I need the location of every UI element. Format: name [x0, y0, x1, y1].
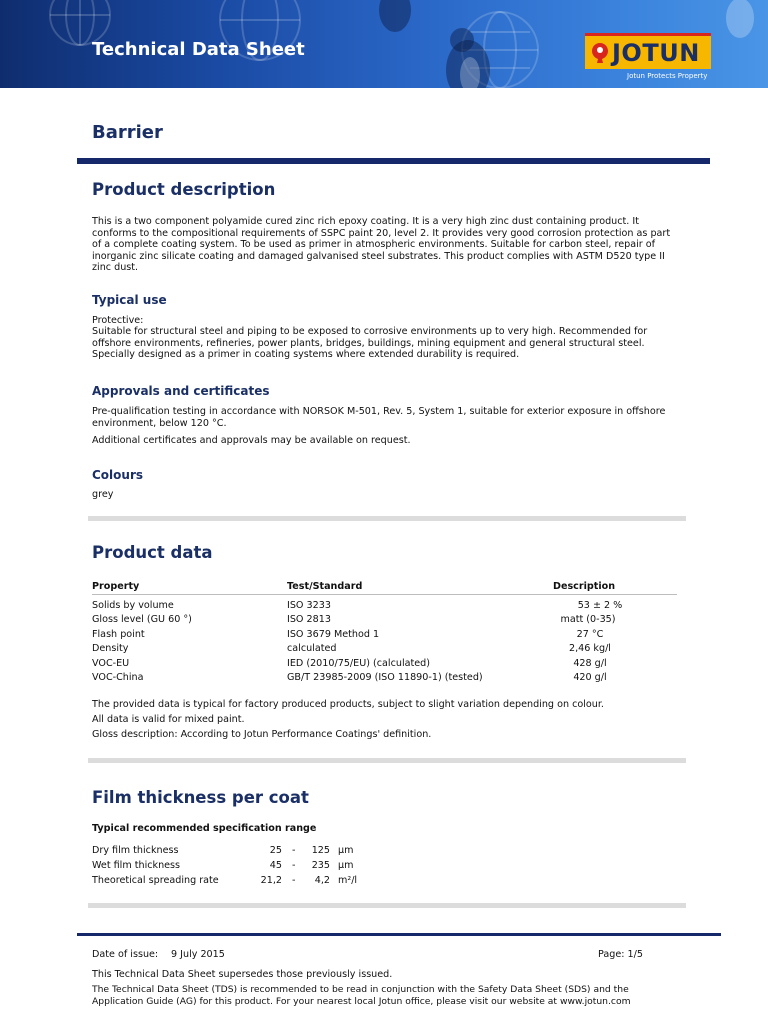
section-heading-product-description: Product description: [92, 180, 276, 199]
product-data-note: Gloss description: According to Jotun Performance Coatings' definition.: [92, 729, 432, 740]
logo-text: JOTUN: [612, 39, 700, 67]
table-cell-property: VOC-EU: [92, 658, 130, 669]
sandefjord-whale-icon: [589, 41, 611, 65]
subheading-approvals: Approvals and certificates: [92, 384, 270, 398]
footer-date-value: 9 July 2015: [171, 949, 225, 960]
table-cell-property: Flash point: [92, 629, 145, 640]
film-cell-unit: µm: [338, 860, 354, 871]
film-cell-max: 4,2: [314, 875, 330, 886]
film-thickness-subheading: Typical recommended specification range: [92, 823, 317, 834]
subheading-colours: Colours: [92, 468, 144, 482]
film-cell-min: 45: [269, 860, 282, 871]
film-cell-min: 21,2: [260, 875, 282, 886]
film-cell-max: 125: [311, 845, 330, 856]
logo-tagline: Jotun Protects Property: [627, 72, 708, 80]
footer-disclaimer-text: The Technical Data Sheet (TDS) is recommended to be read in conjunction with the Safety Data Sheet (SDS) and the Application Guide (AG) for this product. For your nearest local Jotun office, please visit our website at www.jotun.com: [92, 984, 631, 1007]
film-cell-dash: -: [292, 845, 296, 856]
product-description-text: This is a two component polyamide cured zinc rich epoxy coating. It is a very high zinc dust containing product. It conforms to the compositional requirements of SSPC paint 20, level 2. It provides very good corrosion protection as part of a complete coating system. To be used as primer in atmospheric environments. Suitable for carbon steel, repair of inorganic zinc silicate coating and damaged galvanised steel substrates. This product complies with ASTM D520 type II zinc dust.: [92, 216, 671, 273]
product-data-note: All data is valid for mixed paint.: [92, 714, 245, 725]
section-divider: [88, 903, 686, 908]
film-cell-dash: -: [292, 875, 296, 886]
film-cell-unit: m²/l: [338, 875, 358, 886]
table-cell-standard: ISO 2813: [287, 614, 331, 625]
table-header-rule: [92, 594, 677, 595]
table-cell-standard: GB/T 23985-2009 (ISO 11890-1) (tested): [287, 672, 483, 683]
table-cell-description: 420 g/l: [573, 672, 607, 683]
table-cell-description: matt (0-35): [560, 614, 616, 625]
colours-text: grey: [92, 489, 114, 500]
section-heading-product-data: Product data: [92, 543, 213, 562]
footer-divider: [77, 933, 721, 936]
table-cell-property: Density: [92, 643, 129, 654]
section-divider: [88, 516, 686, 521]
table-header-test-standard: Test/Standard: [287, 581, 363, 592]
film-cell-label: Dry film thickness: [92, 845, 179, 856]
film-cell-unit: µm: [338, 845, 354, 856]
footer-date-label: Date of issue:: [92, 949, 159, 960]
footer-supersedes-text: This Technical Data Sheet supersedes those previously issued.: [92, 969, 393, 980]
table-cell-standard: calculated: [287, 643, 337, 654]
section-divider: [88, 758, 686, 763]
table-cell-property: VOC-China: [92, 672, 144, 683]
film-cell-dash: -: [292, 860, 296, 871]
film-cell-label: Wet film thickness: [92, 860, 181, 871]
approvals-text: Pre-qualification testing in accordance with NORSOK M-501, Rev. 5, System 1, suitable for exterior exposure in offshore environment, below 120 °C.: [92, 406, 666, 429]
product-data-note: The provided data is typical for factory produced products, subject to slight variation depending on colour.: [92, 699, 604, 710]
logo-box: [585, 33, 711, 69]
table-header-description: Description: [553, 581, 616, 592]
table-cell-property: Solids by volume: [92, 600, 174, 611]
table-cell-standard: ISO 3679 Method 1: [287, 629, 380, 640]
approvals-additional-text: Additional certificates and approvals may be available on request.: [92, 435, 411, 446]
table-header-property: Property: [92, 581, 140, 592]
subheading-typical-use: Typical use: [92, 293, 167, 307]
table-cell-description: 53 ± 2 %: [577, 600, 623, 611]
footer-page-number: Page: 1/5: [598, 949, 643, 960]
table-cell-standard: ISO 3233: [287, 600, 331, 611]
film-cell-max: 235: [311, 860, 330, 871]
film-cell-min: 25: [269, 845, 282, 856]
table-cell-description: 2,46 kg/l: [569, 643, 611, 654]
typical-use-text: Suitable for structural steel and piping to be exposed to corrosive environments up to very high. Recommended for offshore environments, refineries, power plants, bridges, buildings, mining equipment and general structural steel. Specially designed as a primer in coating systems where extended durability is required.: [92, 326, 648, 360]
film-cell-label: Theoretical spreading rate: [92, 875, 219, 886]
table-cell-description: 428 g/l: [573, 658, 607, 669]
typical-use-label: Protective:: [92, 315, 144, 326]
table-cell-description: 27 °C: [576, 629, 604, 640]
section-heading-film-thickness: Film thickness per coat: [92, 788, 309, 807]
header-banner: [0, 0, 768, 88]
table-cell-property: Gloss level (GU 60 °): [92, 614, 192, 625]
banner-title: Technical Data Sheet: [92, 39, 305, 60]
title-divider: [77, 158, 710, 164]
jotun-logo: [585, 33, 711, 84]
table-cell-standard: IED (2010/75/EU) (calculated): [287, 658, 430, 669]
document-title: Barrier: [92, 122, 163, 143]
